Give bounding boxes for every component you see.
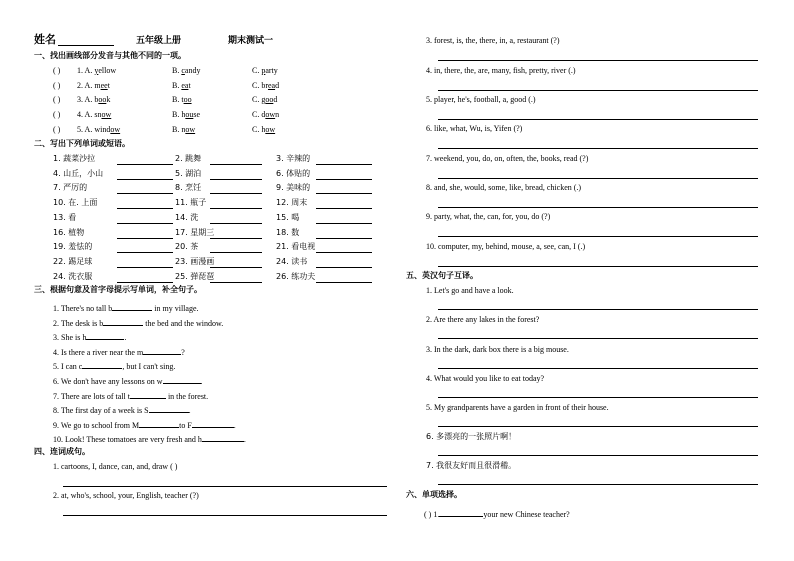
reorder-words: 1. cartoons, I, dance, can, and, draw ( )	[53, 462, 178, 471]
translate-answer-line[interactable]	[438, 426, 758, 427]
reorder-answer-line[interactable]	[63, 486, 387, 487]
fill-blank[interactable]	[163, 375, 201, 384]
vocab-answer-line[interactable]	[316, 282, 372, 283]
option-c: C. bread	[252, 80, 280, 90]
vocab-item: 13. 看	[53, 212, 77, 222]
fill-blank[interactable]	[112, 302, 152, 311]
vocab-answer-line[interactable]	[316, 252, 372, 253]
reorder-words: 2. at, who's, school, your, English, teacher (?)	[53, 491, 199, 500]
vocab-answer-line[interactable]	[117, 238, 173, 239]
vocab-answer-line[interactable]	[117, 164, 173, 165]
vocab-item: 25. 弹琵琶	[175, 271, 215, 281]
answer-paren[interactable]: ( )	[53, 80, 61, 90]
fill-sentence: 1. There's no tall b in my village.	[53, 304, 199, 313]
reorder-answer-line[interactable]	[438, 148, 758, 149]
vocab-item: 22. 踢足球	[53, 256, 93, 266]
option-c-wrap	[252, 111, 279, 119]
vocab-answer-line[interactable]	[117, 208, 173, 209]
vocab-item: 12. 周末	[276, 198, 308, 208]
translate-sentence: 1. Let's go and have a look.	[426, 286, 514, 295]
reorder-answer-line[interactable]	[438, 207, 758, 208]
option-c-wrap	[252, 82, 279, 90]
vocab-item: 24. 洗衣服	[53, 271, 93, 281]
vocab-item: 7. 严厉的	[53, 183, 88, 193]
fill-sentence: 5. I can c , but I can't sing.	[53, 362, 176, 372]
option-b: B. now	[172, 124, 196, 134]
vocab-answer-line[interactable]	[210, 179, 262, 180]
fill-sentence: 3. She is h .	[53, 333, 127, 343]
vocab-item: 1. 蔬菜沙拉	[53, 154, 96, 163]
fill-blank[interactable]	[103, 317, 143, 326]
answer-paren[interactable]: ( )	[53, 110, 61, 120]
option-b-underlined: ea	[181, 80, 189, 90]
mc-question-number: 1.	[433, 510, 440, 519]
vocab-answer-line[interactable]	[316, 223, 372, 224]
option-a: window	[94, 124, 121, 134]
name-label: 姓名	[34, 34, 56, 46]
fill-blank[interactable]	[202, 433, 244, 442]
question-number: 1. A. yellow	[77, 66, 117, 75]
option-c-wrap	[252, 126, 275, 134]
vocab-answer-line[interactable]	[210, 252, 262, 253]
fill-sentence: 7. There are lots of tall t in the forest.	[53, 391, 209, 401]
translate-sentence: 3. In the dark, dark box there is a big mouse.	[426, 345, 569, 354]
reorder-words: 9. party, what, the, can, for, you, do (?)	[426, 212, 551, 221]
vocab-item: 5. 湖泊	[175, 168, 202, 178]
option-c-underlined: p	[261, 66, 266, 75]
option-a-underlined: oo	[98, 95, 107, 105]
vocab-item: 15. 喝	[276, 212, 300, 222]
vocab-answer-line[interactable]	[117, 282, 173, 283]
option-b: B. candy	[172, 66, 201, 75]
vocab-answer-line[interactable]	[316, 179, 372, 180]
reorder-answer-line[interactable]	[438, 60, 758, 61]
fill-sentence: 4. Is there a river near the m ?	[53, 347, 185, 357]
reorder-words: 4. in, there, the, are, many, fish, pretty, river (.)	[426, 66, 576, 75]
fill-sentence: 6. We don't have any lessons on w .	[53, 377, 203, 386]
vocab-item: 14. 洗	[175, 212, 199, 222]
fill-blank[interactable]	[130, 390, 166, 399]
vocab-answer-line[interactable]	[117, 193, 173, 194]
option-c-underlined: oo	[265, 95, 274, 105]
reorder-words: 3. forest, is, the, there, in, a, restaurant (?)	[426, 36, 560, 45]
translate-answer-line[interactable]	[438, 455, 758, 456]
translate-answer-line[interactable]	[438, 397, 758, 398]
option-a: meet	[94, 80, 110, 90]
vocab-item: 20. 茶	[175, 242, 199, 252]
section-4-title: 四、连词成句。	[34, 447, 90, 456]
fill-blank[interactable]	[139, 419, 179, 428]
option-b-wrap	[172, 67, 200, 75]
translate-sentence: 7. 我很友好而且很滑稽。	[426, 461, 517, 470]
option-b-wrap	[172, 96, 192, 104]
vocab-item: 23. 画漫画	[175, 256, 215, 266]
fill-blank[interactable]	[192, 419, 234, 428]
vocab-item: 8. 烹饪	[175, 183, 202, 193]
option-b-underlined: oo	[183, 95, 192, 105]
section-6-title: 六、单项选择。	[406, 490, 462, 499]
vocab-answer-line[interactable]	[316, 267, 372, 268]
translate-answer-line[interactable]	[438, 368, 758, 369]
vocab-item: 11. 瓶子	[175, 198, 207, 208]
option-a-underlined: ow	[101, 110, 112, 120]
fill-blank[interactable]	[143, 346, 181, 355]
reorder-answer-line[interactable]	[63, 515, 387, 516]
option-b-underlined: c	[181, 66, 185, 75]
grade-label: 五年级上册	[136, 35, 182, 45]
vocab-answer-line[interactable]	[316, 238, 372, 239]
reorder-answer-line[interactable]	[438, 236, 758, 237]
translate-answer-line[interactable]	[438, 484, 758, 485]
mc-blank[interactable]	[439, 508, 483, 517]
question-number: 5. A. window	[77, 124, 121, 134]
vocab-item: 4. 山丘，小山	[53, 168, 104, 178]
translate-sentence: 2. Are there any lakes in the forest?	[426, 315, 540, 324]
question-number: 4. A. snow	[77, 110, 112, 120]
option-c-wrap	[252, 67, 278, 75]
vocab-item: 16. 植物	[53, 227, 85, 237]
section-2-title: 二、写出下列单词或短语。	[34, 139, 130, 148]
reorder-answer-line[interactable]	[438, 119, 758, 120]
fill-blank[interactable]	[149, 404, 189, 413]
translate-sentence: 6. 多漂亮的一张照片啊！	[426, 432, 517, 441]
option-a: book	[94, 95, 111, 105]
translate-answer-line[interactable]	[438, 309, 758, 310]
vocab-answer-line[interactable]	[117, 223, 173, 224]
vocab-answer-line[interactable]	[117, 267, 173, 268]
vocab-item: 10. 在. 上面	[53, 198, 98, 208]
fill-blank[interactable]	[86, 331, 124, 340]
vocab-answer-line[interactable]	[316, 193, 372, 194]
reorder-words: 7. weekend, you, do, on, often, the, books, read (?)	[426, 154, 589, 163]
option-b: B. house	[172, 110, 201, 120]
vocab-item: 17. 星期三	[175, 227, 215, 237]
vocab-item: 18. 数	[276, 227, 300, 237]
translate-sentence: 5. My grandparents have a garden in front of their house.	[426, 403, 609, 412]
answer-paren[interactable]: ( )	[53, 124, 61, 134]
reorder-words: 8. and, she, would, some, like, bread, chicken (.)	[426, 183, 582, 192]
vocab-item: 3. 辛辣的	[276, 154, 311, 163]
fill-sentence: 9. We go to school from M to F .	[53, 420, 236, 430]
option-b-wrap	[172, 111, 200, 119]
vocab-item: 19. 羞怯的	[53, 242, 93, 252]
vocab-answer-line[interactable]	[117, 179, 173, 180]
reorder-answer-line[interactable]	[438, 266, 758, 267]
vocab-answer-line[interactable]	[210, 208, 262, 209]
option-c: C. good	[252, 95, 278, 105]
option-c-wrap	[252, 96, 277, 104]
question-number: 3. A. book	[77, 95, 111, 105]
vocab-answer-line[interactable]	[210, 282, 262, 283]
option-b-underlined: ou	[185, 110, 194, 120]
option-c-underlined: ow	[265, 110, 276, 120]
fill-sentence: 2. The desk is b the bed and the window.	[53, 318, 224, 328]
option-c-underlined: ow	[265, 124, 276, 134]
reorder-answer-line[interactable]	[438, 178, 758, 179]
test-title: 期末测试一	[228, 35, 274, 45]
answer-paren[interactable]: ( )	[53, 66, 61, 75]
reorder-words: 6. like, what, Wu, is, Yifen (?)	[426, 124, 523, 133]
option-b-wrap	[172, 82, 191, 90]
mc-answer-paren[interactable]: ( )	[424, 510, 432, 519]
vocab-answer-line[interactable]	[210, 267, 262, 268]
option-c: C. how	[252, 124, 276, 134]
vocab-item: 21. 看电视	[276, 242, 316, 252]
option-a: snow	[94, 110, 112, 120]
translate-sentence: 4. What would you like to eat today?	[426, 374, 545, 383]
option-a: yellow	[94, 66, 117, 75]
option-c: C. down	[252, 110, 280, 120]
option-b-underlined: ow	[185, 124, 196, 134]
option-b-wrap	[172, 126, 195, 134]
fill-sentence: 8. The first day of a week is S .	[53, 406, 191, 416]
vocab-answer-line[interactable]	[210, 223, 262, 224]
option-c: C. party	[252, 66, 278, 75]
vocab-item: 6. 体贴的	[276, 168, 311, 178]
question-number: 2. A. meet	[77, 80, 110, 90]
vocab-answer-line[interactable]	[316, 208, 372, 209]
name-answer-line[interactable]	[58, 45, 114, 46]
reorder-words: 10. computer, my, behind, mouse, a, see, can, I (.)	[426, 242, 586, 251]
option-c-underlined: ea	[268, 80, 276, 90]
vocab-answer-line[interactable]	[210, 164, 262, 165]
section-3-title: 三、根据句意及首字母提示写单词，补全句子。	[34, 285, 202, 294]
answer-paren[interactable]: ( )	[53, 95, 61, 105]
option-a-underlined: ow	[110, 124, 121, 134]
fill-blank[interactable]	[82, 360, 122, 369]
vocab-answer-line[interactable]	[210, 238, 262, 239]
mc-question-text: your new Chinese teacher?	[483, 510, 570, 519]
translate-answer-line[interactable]	[438, 338, 758, 339]
reorder-words: 5. player, he's, football, a, good (.)	[426, 95, 536, 104]
option-a-underlined: y	[94, 66, 99, 75]
option-a-underlined: ee	[100, 80, 108, 90]
vocab-item: 24. 读书	[276, 256, 308, 266]
option-b: B. too	[172, 95, 192, 105]
vocab-answer-line[interactable]	[117, 252, 173, 253]
option-b: B. eat	[172, 80, 191, 90]
vocab-item: 2. 跳舞	[175, 154, 202, 163]
section-1-title: 一、找出画线部分发音与其他不同的一项。	[34, 51, 186, 60]
fill-sentence: 10. Look! These tomatoes are very fresh and h .	[53, 435, 246, 445]
vocab-answer-line[interactable]	[210, 193, 262, 194]
reorder-answer-line[interactable]	[438, 90, 758, 91]
section-5-title: 五、英汉句子互译。	[406, 271, 478, 280]
vocab-item: 26. 练功夫	[276, 271, 316, 281]
vocab-item: 9. 美味的	[276, 183, 311, 193]
vocab-answer-line[interactable]	[316, 164, 372, 165]
mc-question-1	[424, 508, 570, 519]
